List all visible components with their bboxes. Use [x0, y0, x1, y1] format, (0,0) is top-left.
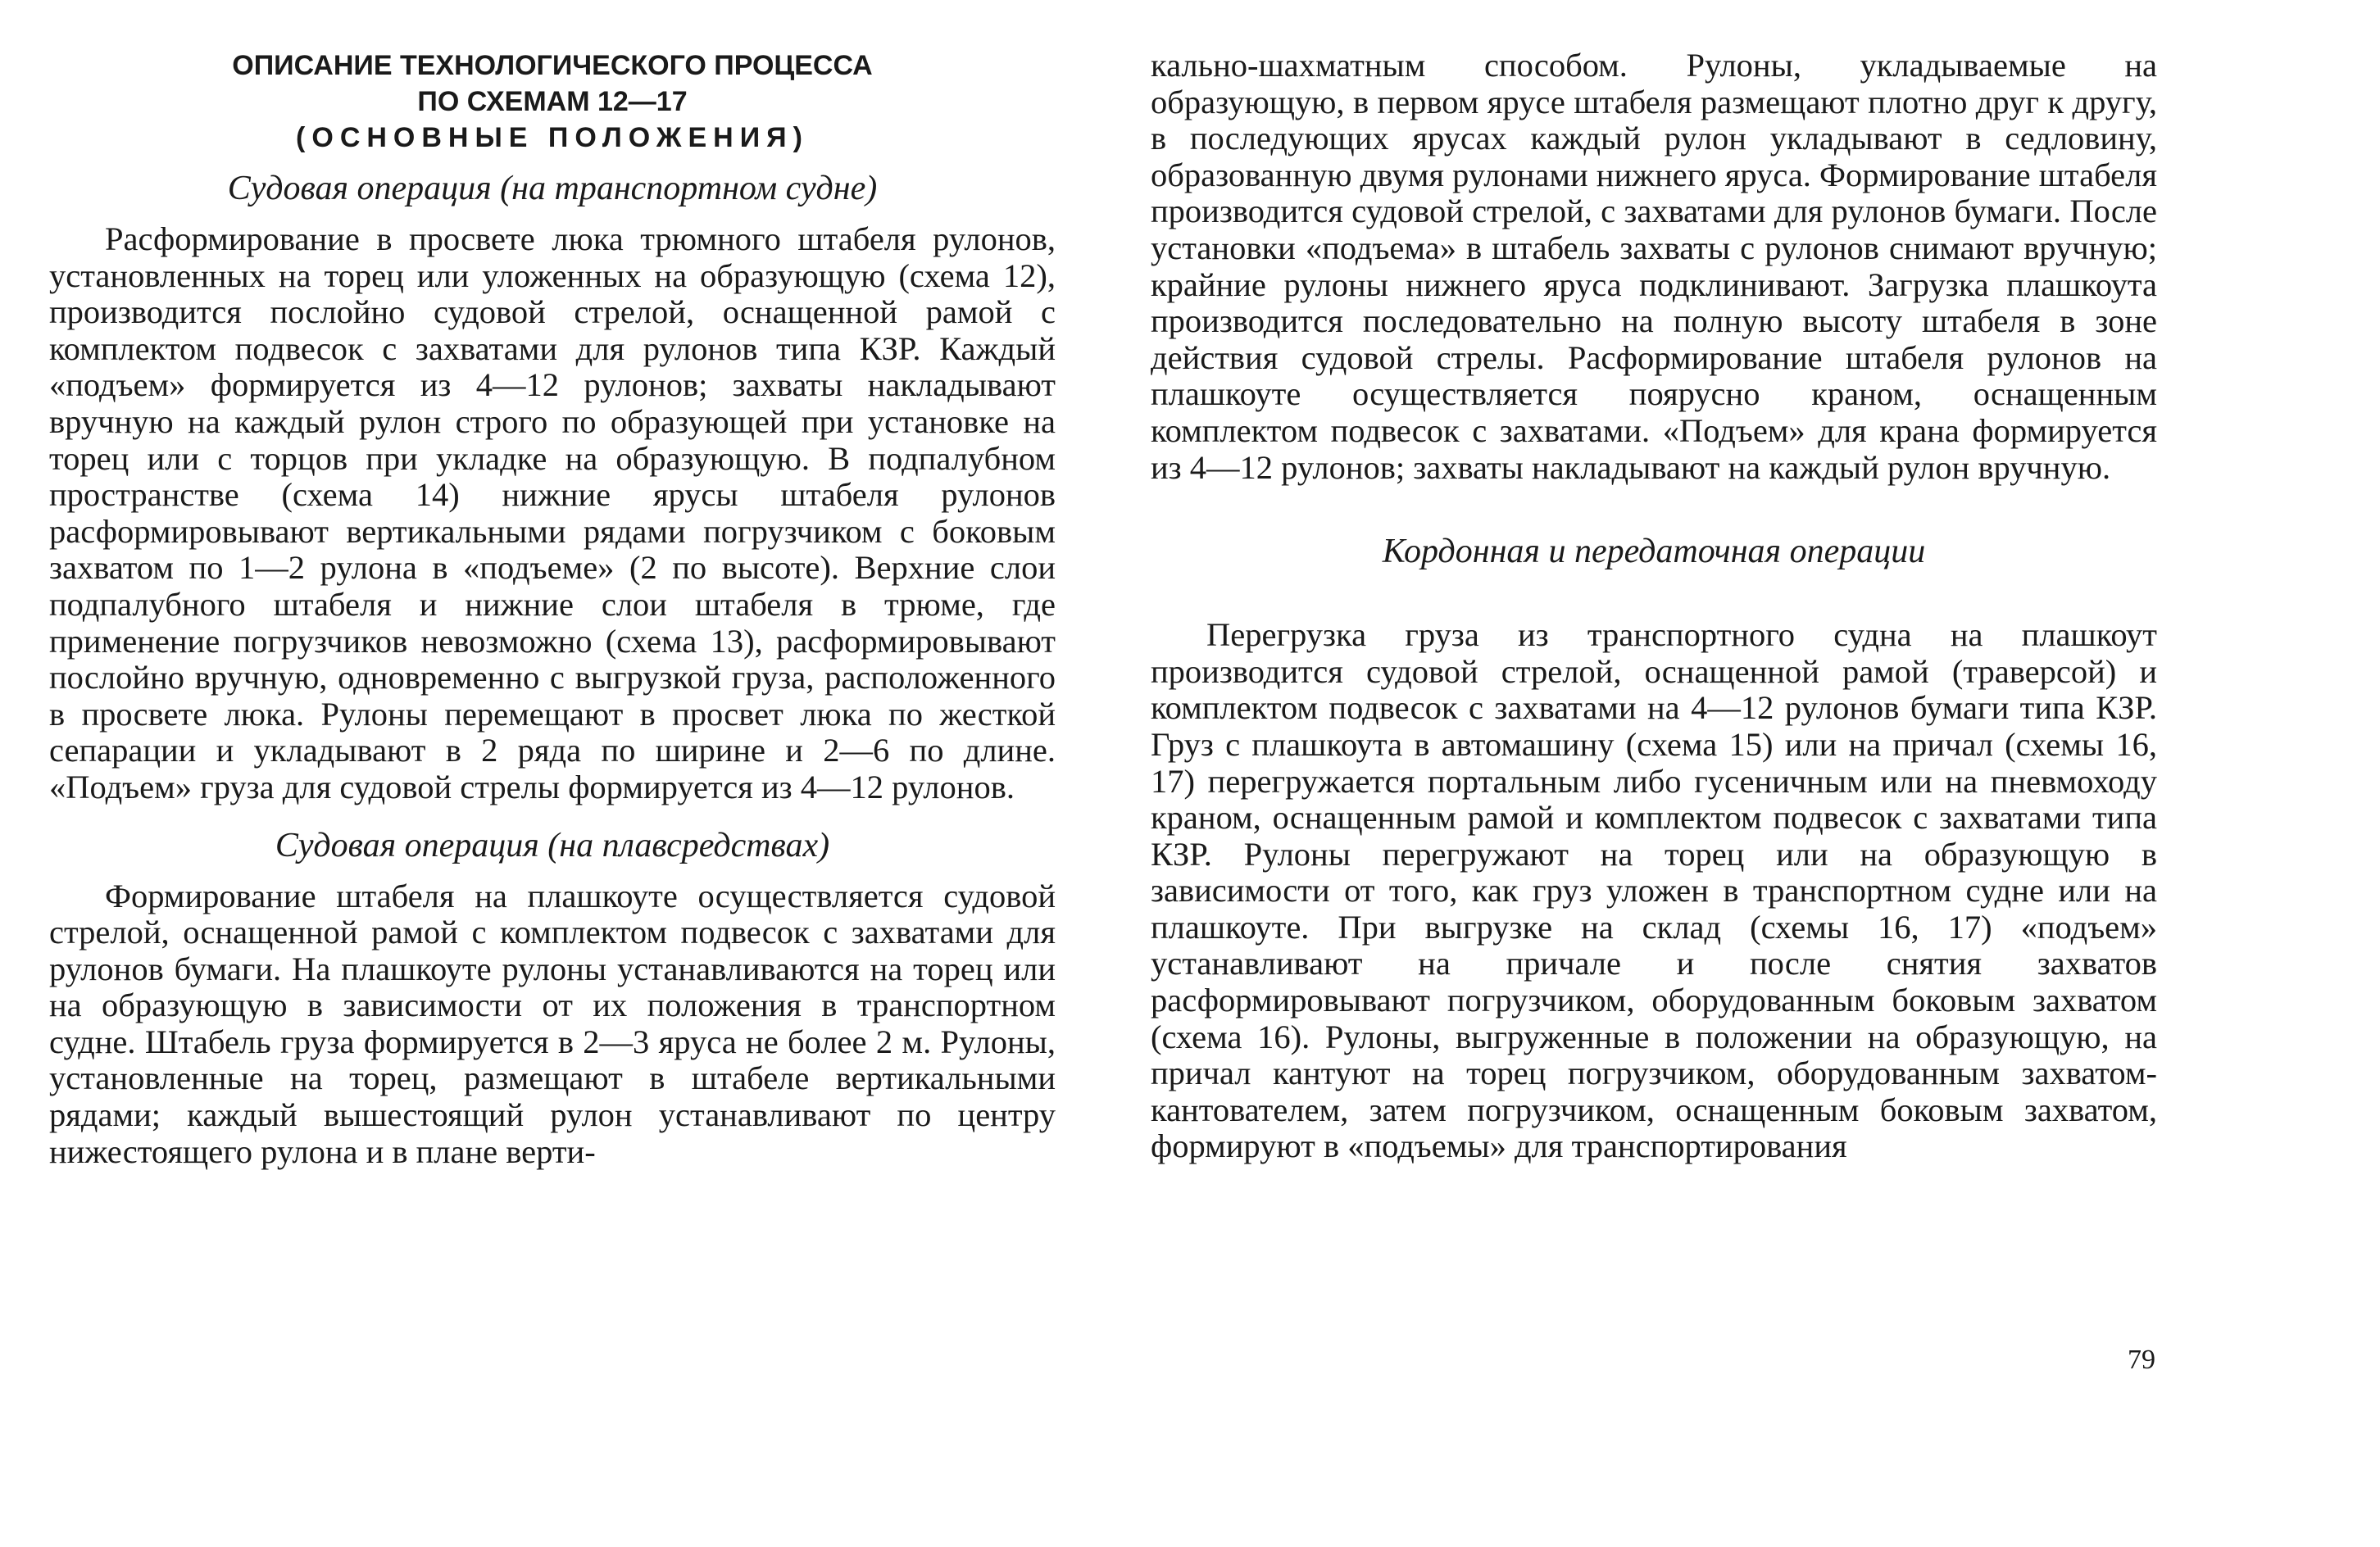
section-heading-ship-transport: Судовая операция (на транспортном судне): [227, 170, 878, 207]
paragraph-ship-floating-part2: кально-шахматным способом. Рулоны, укладываемые на образующую, в первом ярусе штабеля размещают плотно друг к другу, в последующих ярусах каждый рулон укладывают в седловину, образованную двумя рулонами нижнего яруса. Формирование штабеля производится судовой стрелой, с захватами для рулонов бумаги. После установки «подъема» в штабель захваты с рулонов снимают вручную; крайние рулоны нижнего яруса подклинивают. Загрузка плашкоута производится последовательно на полную высоту штабеля в зоне действия судовой стрелы. Расформирование штабеля рулонов на плашкоуте осуществляется поярусно краном, оснащенным комплектом подвесок с захватами. «Подъем» для крана формируется из 4—12 рулонов; захваты накладывают на каждый рулон вручную.: [1151, 47, 2157, 486]
left-column: [49, 46, 1056, 1170]
document-title: [49, 46, 1056, 156]
title-line-3: (ОСНОВНЫЕ ПОЛОЖЕНИЯ): [296, 122, 809, 153]
paragraph-ship-transport: Расформирование в просвете люка трюмного штабеля рулонов, установленных на торец или уложенных на образующую (схема 12), производится послойно судовой стрелой, оснащенной рамой с комплектом подвесок с захватами для рулонов типа КЗР. Каждый «подъем» формируется из 4—12 рулонов; захваты накладывают вручную на каждый рулон строго по образующей при установке на торец или с торцов при укладке на образующую. В подпалубном пространстве (схема 14) нижние ярусы штабеля рулонов расформировывают вертикальными рядами погрузчиком с боковым захватом по 1—2 рулона в «подъеме» (2 по высоте). Верхние слои подпалубного штабеля и нижние слои штабеля в трюме, где применение погрузчиков невозможно (схема 13), расформировывают послойно вручную, одновременно с выгрузкой груза, расположенного в просвете люка. Рулоны перемещают в просвет люка по жесткой сепарации и укладывают в 2 ряда по ширине и 2—6 по длине. «Подъем» груза для судовой стрелы формируется из 4—12 рулонов.: [49, 220, 1056, 805]
section-heading-ship-floating: Судовая операция (на плавсредствах): [275, 826, 830, 864]
page-number: 79: [2128, 1345, 2155, 1375]
paragraph-cordon: Перегрузка груза из транспортного судна на плашкоут производится судовой стрелой, оснащенной рамой (траверсой) и комплектом подвесок с захватами на 4—12 рулонов бумаги типа КЗР. Груз с плашкоута в автомашину (схема 15) или на причал (схемы 16, 17) перегружается портальным либо гусеничным или на пневмоходу краном, оснащенным рамой и комплектом подвесок с захватами типа КЗР. Рулоны перегружают на торец или на образующую в зависимости от того, как груз уложен в транспортном судне или на плашкоуте. При выгрузке на склад (схемы 16, 17) «подъем» устанавливают на причале и после снятия захватов расформировывают погрузчиком, оборудованным боковым захватом (схема 16). Рулоны, выгруженные в положении на образующую, на причал кантуют на торец погрузчиком, оборудованным захватом-кантователем, затем погрузчиком, оснащенным боковым захватом, формируют в «подъемы» для транспортирования: [1151, 616, 2157, 1165]
section-heading-cordon: Кордонная и передаточная операции: [1382, 533, 1926, 571]
title-line-2: ПО СХЕМАМ 12—17: [417, 86, 688, 117]
paragraph-ship-floating-part1: Формирование штабеля на плашкоуте осуществляется судовой стрелой, оснащенной рамой с комплектом подвесок с захватами для рулонов бумаги. На плашкоуте рулоны устанавливаются на торец или на образующую в зависимости от их положения в транспортном судне. Штабель груза формируется в 2—3 яруса не более 2 м. Рулоны, установленные на торец, размещают в штабеле вертикальными рядами; каждый вышестоящий рулон устанавливают по центру нижестоящего рулона и в плане верти-: [49, 877, 1056, 1170]
title-line-1: ОПИСАНИЕ ТЕХНОЛОГИЧЕСКОГО ПРОЦЕССА: [232, 50, 873, 81]
right-column: [1151, 48, 2157, 1165]
